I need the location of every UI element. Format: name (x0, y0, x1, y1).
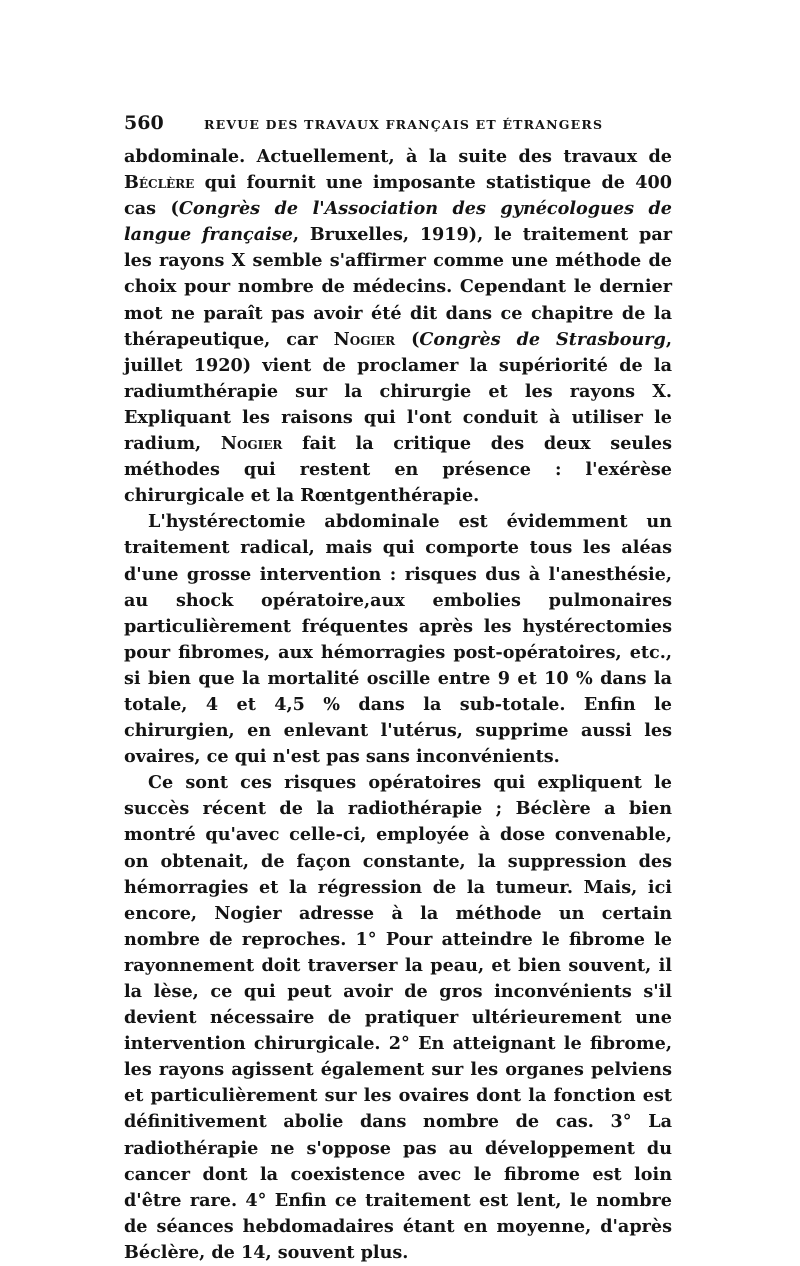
paragraph-1-text-d: ( (395, 328, 420, 350)
paragraph-1 (124, 144, 672, 509)
paragraph-2: L'hystérectomie abdominale est évidemment un traitement radical, mais qui comporte tous les aléas d'une grosse intervention : risques dus à l'anesthésie, au shock opératoire,aux embolies pulmonaires particulièrement fréquentes après les hystérectomies pour fibromes, aux hémorragies post-opératoires, etc., si bien que la mortalité oscille entre 9 et 10 % dans la totale, 4 et 4,5 % dans la sub-totale. Enfin le chirurgien, en enlevant l'utérus, supprime aussi les ovaires, ce qui n'est pas sans inconvénients. (124, 511, 672, 768)
paragraph-1-text-f: fait la critique des deux seules méthodes qui restent en présence : l'exérèse chirurgicale et la Rœntgenthérapie. (124, 433, 672, 507)
author-name-nogier-2: Nogier (220, 433, 283, 455)
page-number: 560 (124, 112, 164, 134)
running-title: REVUE DES TRAVAUX FRANÇAIS ET ÉTRANGERS (204, 117, 604, 132)
paragraph-1-text-b: qui fournit une imposante statistique de 400 cas ( (124, 172, 672, 220)
citation-congress-gynecologues: Congrès de l'Association des gynécologues de langue française (124, 198, 672, 246)
citation-congress-strasbourg: Congrès de Strasbourg (419, 328, 666, 350)
document-page (124, 112, 672, 1266)
body-text (124, 144, 672, 1266)
paragraph-1-text-e: , juillet 1920) vient de proclamer la supériorité de la radiumthérapie sur la chirurgie et les rayons X. Expliquant les raisons qui l'ont conduit à utiliser le radium, (124, 328, 672, 455)
author-name-nogier: Nogier (333, 328, 396, 350)
paragraph-1-text-c: , Bruxelles, 1919), le traitement par les rayons X semble s'affirmer comme une méthode de choix pour nombre de médecins. Cependant le dernier mot ne paraît pas avoir été dit dans ce chapitre de la thérapeutique, car (124, 224, 672, 350)
paragraph-3: Ce sont ces risques opératoires qui expliquent le succès récent de la radiothérapie ; Béclère a bien montré qu'avec celle-ci, employée à dose convenable, on obtenait, de façon constante, la suppression des hémorragies et la régression de la tumeur. Mais, ici encore, Nogier adresse à la méthode un certain nombre de reproches. 1° Pour atteindre le fibrome le rayonnement doit traverser la peau, et bien souvent, il la lèse, ce qui peut avoir de gros inconvénients s'il devient nécessaire de pratiquer ultérieurement une intervention chirurgicale. 2° En atteignant le fibrome, les rayons agissent également sur les organes pelviens et particulièrement sur les ovaires dont la fonction est définitivement abolie dans nombre de cas. 3° La radiothérapie ne s'oppose pas au développement du cancer dont la coexistence avec le fibrome est loin d'être rare. 4° Enfin ce traitement est lent, le nombre de séances hebdomadaires étant en moyenne, d'après Béclère, de 14, souvent plus. (124, 772, 672, 1263)
author-name-beclere: Béclère (124, 172, 195, 194)
paragraph-1-text-a: abdominale. Actuellement, à la suite des travaux de (124, 146, 672, 167)
running-header (124, 112, 672, 136)
